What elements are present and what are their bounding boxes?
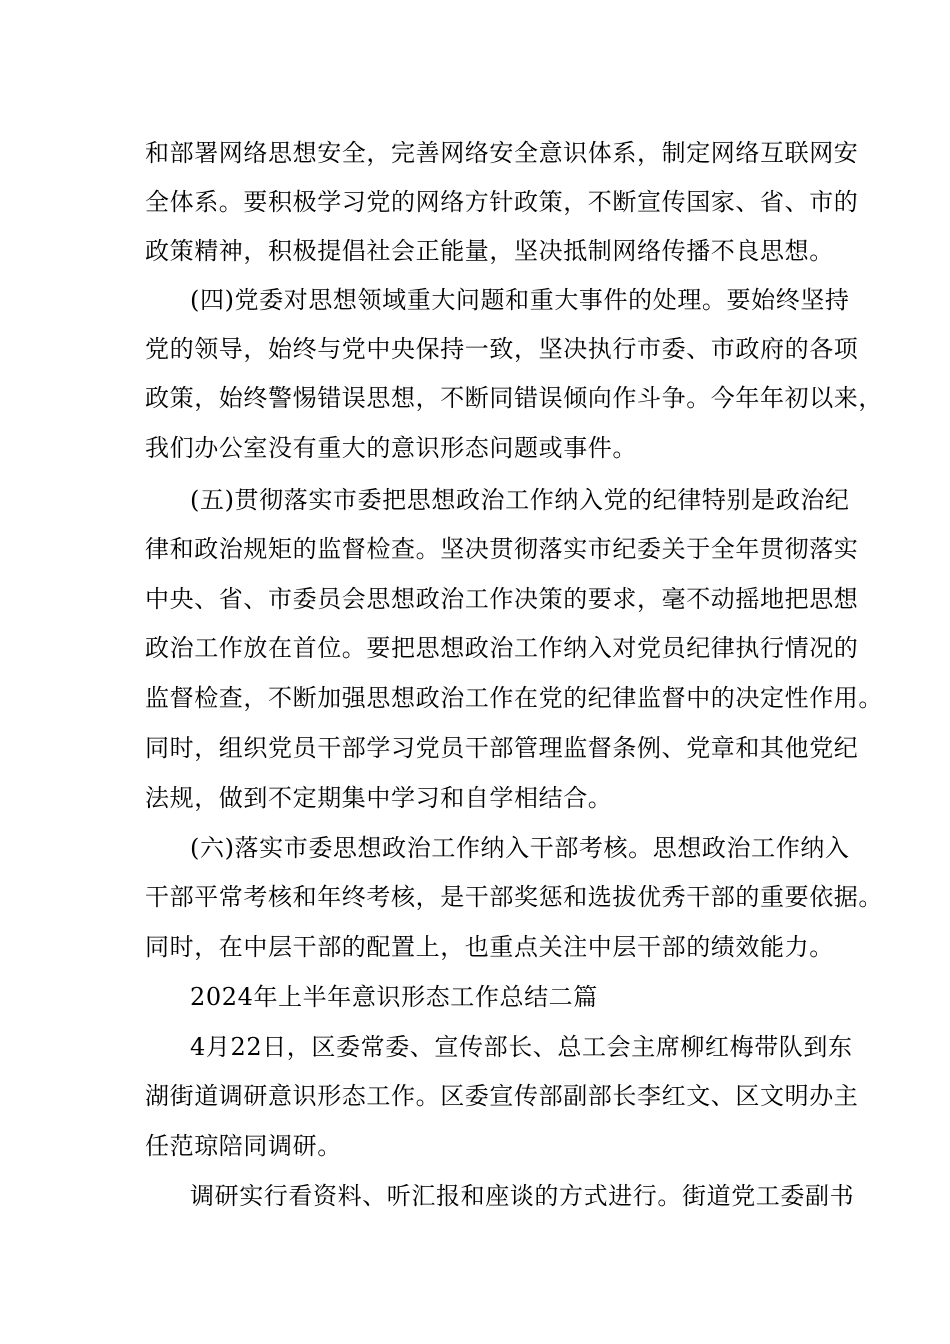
text-line: 监督检查，不断加强思想政治工作在党的纪律监督中的决定性作用。	[145, 684, 883, 712]
text-line: 政治工作放在首位。要把思想政治工作纳入对党员纪律执行情况的	[145, 634, 859, 662]
text-line: 同时，组织党员干部学习党员干部管理监督条例、党章和其他党纪	[145, 734, 859, 762]
paragraph-start: 4月22日，区委常委、宣传部长、总工会主席柳红梅带队到东	[190, 1033, 853, 1061]
section-title: 2024年上半年意识形态工作总结二篇	[190, 983, 598, 1011]
paragraph-start: (六)落实市委思想政治工作纳入干部考核。思想政治工作纳入	[190, 834, 850, 862]
text-line: 任范琼陪同调研。	[145, 1132, 342, 1160]
text-line: 湖街道调研意识形态工作。区委宣传部副部长李红文、区文明办主	[145, 1082, 859, 1110]
text-line: 法规，做到不定期集中学习和自学相结合。	[145, 784, 613, 812]
text-line: 同时，在中层干部的配置上，也重点关注中层干部的绩效能力。	[145, 933, 834, 961]
text-line: 干部平常考核和年终考核，是干部奖惩和选拔优秀干部的重要依据。	[145, 883, 883, 911]
text-line: 和部署网络思想安全，完善网络安全意识体系，制定网络互联网安	[145, 139, 859, 167]
text-line: 我们办公室没有重大的意识形态问题或事件。	[145, 434, 637, 462]
text-line: 全体系。要积极学习党的网络方针政策，不断宣传国家、省、市的	[145, 188, 859, 216]
paragraph-start: (五)贯彻落实市委把思想政治工作纳入党的纪律特别是政治纪	[190, 486, 850, 514]
paragraph-start: 调研实行看资料、听汇报和座谈的方式进行。街道党工委副书	[190, 1182, 855, 1210]
text-line: 政策精神，积极提倡社会正能量，坚决抵制网络传播不良思想。	[145, 237, 834, 265]
text-line: 律和政治规矩的监督检查。坚决贯彻落实市纪委关于全年贯彻落实	[145, 535, 859, 563]
paragraph-start: (四)党委对思想领域重大问题和重大事件的处理。要始终坚持	[190, 286, 850, 314]
text-line: 政策，始终警惕错误思想，不断同错误倾向作斗争。今年年初以来，	[145, 384, 883, 412]
text-line: 中央、省、市委员会思想政治工作决策的要求，毫不动摇地把思想	[145, 585, 859, 613]
text-line: 党的领导，始终与党中央保持一致，坚决执行市委、市政府的各项	[145, 335, 859, 363]
